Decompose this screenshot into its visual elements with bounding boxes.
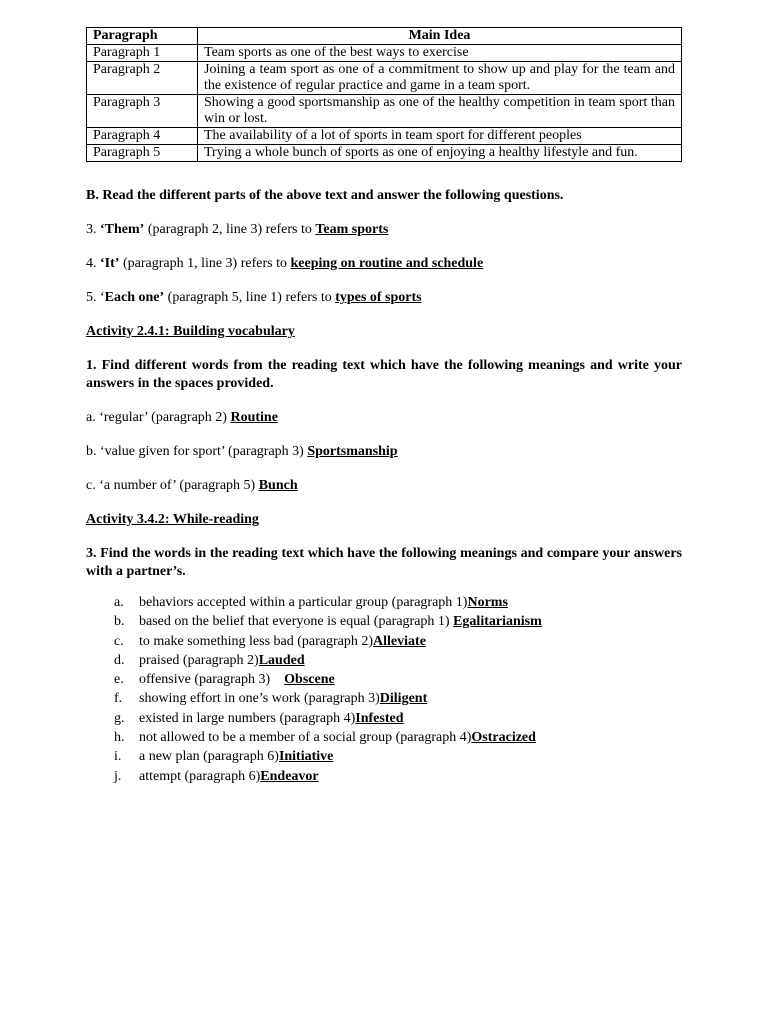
question-number: 5. ‘ bbox=[86, 290, 105, 305]
paragraph-cell: Paragraph 4 bbox=[87, 128, 198, 145]
definition-text: a new plan (paragraph 6) bbox=[139, 749, 279, 765]
question-reference: (paragraph 2, line 3) refers to bbox=[144, 222, 316, 237]
definition-text: behaviors accepted within a particular group (paragraph 1) bbox=[139, 595, 468, 610]
answer-text: Ostracized bbox=[471, 730, 536, 746]
vocab-list bbox=[86, 593, 682, 786]
table-row bbox=[87, 62, 682, 95]
answer-text: Egalitarianism bbox=[453, 614, 542, 630]
table-row bbox=[87, 145, 682, 162]
referent-word: ‘Them’ bbox=[100, 222, 145, 237]
vocab-prompt: a. ‘regular’ (paragraph 2) bbox=[86, 410, 231, 425]
answer-text: Infested bbox=[355, 710, 404, 726]
header-paragraph: Paragraph bbox=[87, 28, 198, 45]
list-item bbox=[86, 728, 682, 747]
activity-1-heading: Activity 2.4.1: Building vocabulary bbox=[86, 324, 295, 339]
answer-text: Obscene bbox=[284, 672, 335, 688]
questions-section bbox=[86, 187, 682, 786]
activity-2-instruction: 3. Find the words in the reading text which have the following meanings and compare your answers with a partner’s. bbox=[86, 546, 682, 579]
header-main-idea: Main Idea bbox=[198, 28, 682, 45]
section-b-heading: B. Read the different parts of the above text and answer the following questions. bbox=[86, 188, 564, 203]
main-idea-cell: The availability of a lot of sports in team sport for different peoples bbox=[198, 128, 682, 145]
vocab-prompt: b. ‘value given for sport’ (paragraph 3) bbox=[86, 444, 308, 459]
table-row bbox=[87, 128, 682, 145]
vocab-prompt: c. ‘a number of’ (paragraph 5) bbox=[86, 478, 259, 493]
main-idea-cell: Showing a good sportsmanship as one of the healthy competition in team sport than win or lost. bbox=[198, 95, 682, 128]
question-3 bbox=[86, 221, 682, 239]
vocab-item bbox=[86, 409, 682, 427]
answer-text: Bunch bbox=[258, 478, 298, 493]
answer-text: Routine bbox=[230, 410, 278, 425]
definition-text: showing effort in one’s work (paragraph 3) bbox=[139, 691, 380, 707]
list-marker: g. bbox=[114, 710, 125, 726]
paragraph-cell: Paragraph 5 bbox=[87, 145, 198, 162]
definition-text: attempt (paragraph 6) bbox=[139, 768, 261, 784]
definition-text: existed in large numbers (paragraph 4) bbox=[139, 710, 356, 726]
answer-text: Initiative bbox=[278, 749, 334, 765]
table-row bbox=[87, 95, 682, 128]
list-marker: a. bbox=[114, 595, 124, 610]
table-header-row bbox=[87, 28, 682, 45]
list-item bbox=[86, 689, 682, 708]
definition-text: praised (paragraph 2) bbox=[139, 652, 259, 668]
activity-1-instruction: 1. Find different words from the reading text which have the following meanings and write your answers in the spaces provided. bbox=[86, 358, 682, 391]
main-idea-cell: Team sports as one of the best ways to exercise bbox=[198, 45, 682, 62]
list-item bbox=[86, 747, 682, 766]
definition-text: offensive (paragraph 3) bbox=[139, 672, 285, 688]
list-marker: d. bbox=[114, 652, 125, 668]
list-item bbox=[86, 593, 682, 612]
answer-text: Diligent bbox=[379, 691, 428, 707]
main-idea-table bbox=[86, 27, 682, 162]
main-idea-cell: Joining a team sport as one of a commitment to show up and play for the team and the existence of regular practice and game in a team sport. bbox=[198, 62, 682, 95]
question-number: 3. bbox=[86, 222, 100, 237]
paragraph-cell: Paragraph 3 bbox=[87, 95, 198, 128]
vocab-item bbox=[86, 477, 682, 495]
definition-text: to make something less bad (paragraph 2) bbox=[139, 633, 374, 649]
list-marker: i. bbox=[114, 749, 122, 765]
question-4 bbox=[86, 255, 682, 273]
paragraph-cell: Paragraph 2 bbox=[87, 62, 198, 95]
document-page bbox=[86, 27, 682, 786]
paragraph-cell: Paragraph 1 bbox=[87, 45, 198, 62]
answer-text: Lauded bbox=[258, 652, 305, 668]
answer-text: Endeavor bbox=[260, 768, 319, 784]
list-item bbox=[86, 612, 682, 631]
main-idea-cell: Trying a whole bunch of sports as one of enjoying a healthy lifestyle and fun. bbox=[198, 145, 682, 162]
question-reference: (paragraph 5, line 1) refers to bbox=[164, 290, 336, 305]
list-item bbox=[86, 670, 682, 689]
question-number: 4. bbox=[86, 256, 100, 271]
vocab-item bbox=[86, 443, 682, 461]
definition-text: not allowed to be a member of a social group (paragraph 4) bbox=[139, 730, 472, 746]
list-marker: f. bbox=[114, 691, 123, 707]
list-item bbox=[86, 632, 682, 651]
question-5 bbox=[86, 289, 682, 307]
list-marker: c. bbox=[114, 633, 124, 649]
answer-text: keeping on routine and schedule bbox=[290, 256, 484, 271]
list-marker: j. bbox=[114, 768, 122, 784]
answer-text: types of sports bbox=[335, 290, 422, 305]
answer-text: Norms bbox=[467, 595, 508, 610]
list-marker: h. bbox=[114, 730, 125, 746]
question-reference: (paragraph 1, line 3) refers to bbox=[119, 256, 291, 271]
referent-word: ‘It’ bbox=[100, 256, 120, 271]
answer-text: Sportsmanship bbox=[307, 444, 398, 459]
answer-text: Team sports bbox=[315, 222, 389, 237]
list-item bbox=[86, 767, 682, 786]
referent-word: Each one’ bbox=[104, 290, 165, 305]
answer-text: Alleviate bbox=[373, 633, 426, 649]
definition-text: based on the belief that everyone is equal (paragraph 1) bbox=[139, 614, 454, 630]
list-item bbox=[86, 651, 682, 670]
list-marker: b. bbox=[114, 614, 125, 630]
list-item bbox=[86, 709, 682, 728]
activity-2-heading: Activity 3.4.2: While-reading bbox=[86, 512, 259, 527]
list-marker: e. bbox=[114, 672, 124, 688]
table-row bbox=[87, 45, 682, 62]
